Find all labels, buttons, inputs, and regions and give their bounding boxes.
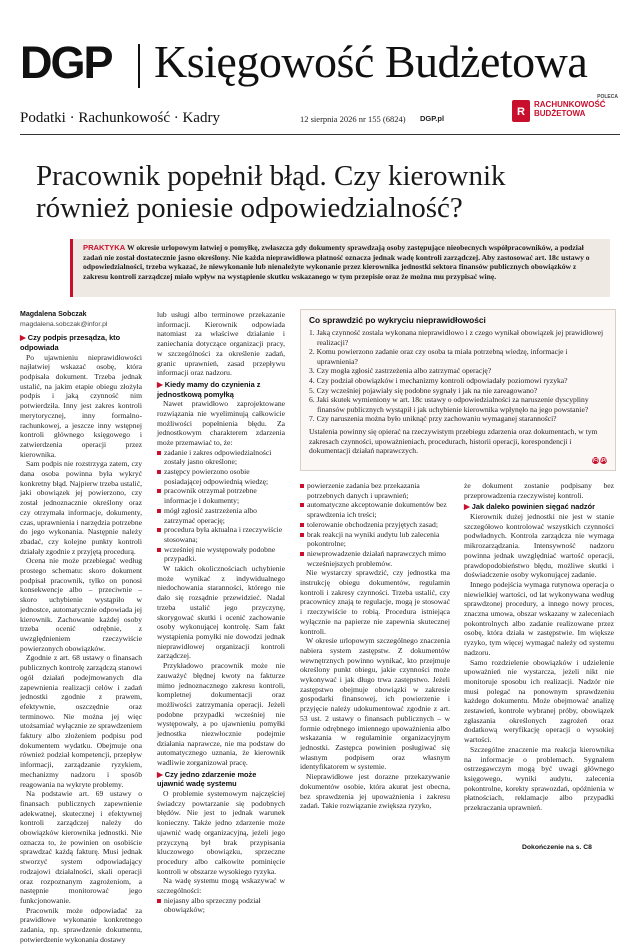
lead-text: W okresie urlopowym łatwiej o pomyłkę, zwłaszcza gdy dokumenty sprawdzają osoby zastępujące nieobecnych współpracowników, a podział zadań nie został dostatecznie jasno określony. Nie każda nieprawidłowa płatność oznacza jednak wadę kontroli zarządczej. Aby zastosować art. 18c ustawy o odpowiedzialności, trzeba wykazać, że niewykonanie lub nienależyte wykonanie przez kierownika jednostki sektora finansów publicznych obowiązków z zakresu kontroli zarządczej miało wpływ na wystąpienie skutku wskazanego w tym przepisie oraz że można mu przypisać winę. bbox=[83, 243, 590, 281]
paragraph: lub usługi albo terminowe przekazanie informacji. Kierownik odpowiada natomiast za właściwe działanie i zaniechania dotyczące organizacji pracy, w szczególności za określenie zadań, granic uprawnień, zasad przepływu informacji oraz nadzoru. bbox=[157, 310, 285, 378]
subheading bbox=[157, 770, 285, 789]
partner-name bbox=[534, 100, 606, 118]
paragraph: Zgodnie z art. 68 ustawy o finansach publicznych kontrolę zarządczą stanowi ogół działań podejmowanych dla zapewnienia realizacji celów i zadań jednostki zgodnie z prawem, efektywnie, oszczędnie oraz terminowo. Nie można jej więc utożsamiać wyłącznie ze sprawdzeniem faktury albo złożeniem podpisu pod dokumentem wydatku. Obejmuje ona również podział kompetencji, przepływ informacji, zarządzanie ryzykiem, mechanizmy nadzoru i sposób reagowania na wykryte problemy. bbox=[20, 653, 142, 789]
article-headline: Pracownik popełnił błąd. Czy kierownik również poniesie odpowiedzialność? bbox=[36, 160, 506, 224]
masthead-rule bbox=[20, 134, 620, 135]
list-item: niejasny albo sprzeczny podział obowiązków; bbox=[157, 896, 285, 915]
paragraph: Samo rozdzielenie obowiązków i udzielenie upoważnień nie wystarcza, jeżeli nikt nie monitoruje sposobu ich realizacji. Nadzór nie musi polegać na ponownym sprawdzeniu każdego dokumentu. Może obejmować analizę zestawień, kontrole wybranej próby, obowiązek zgłaszania określonych zagrożeń oraz dodatkową weryfikację operacji o wysokiej wartości. bbox=[464, 657, 614, 745]
publication-title: Księgowość Budżetowa bbox=[154, 36, 588, 87]
checklist-item: 1. Jaką czynność zostala wykonana nieprawidłowo i z czego wynikał obowiązek jej prawidłowej realizacji? bbox=[309, 328, 604, 347]
list-item: zadanie i zakres odpowiedzialności zostały jasno określone; bbox=[157, 448, 285, 467]
checklist-item: 4. Czy podział obowiązków i mechanizmy kontroli odpowiadały poziomowi ryzyka? bbox=[309, 375, 568, 385]
checklist-item: 6. Jaki skutek wymieniony w art. 18c ustawy o odpowiedzialności za naruszenie dyscypliny finansów publicznych wystąpił i jak uchybienie kierownika wpłynęło na jego powstanie? bbox=[309, 395, 589, 414]
partner-mark-icon bbox=[512, 100, 530, 122]
partner-name-line1: RACHUNKOWOŚĆ bbox=[534, 100, 606, 109]
subheading-text: Czy jedno zdarzenie może ujawnić wadę systemu bbox=[157, 769, 257, 789]
column-4 bbox=[464, 481, 614, 813]
paragraph: Szczególne znaczenie ma reakcja kierownika na informacje o problemach. Sygnałem ostrzegawczym mogą być uwagi głównego księgowego, wyniki audytu, zalecenia pokontrolne, korekty sprawozdań, opóźnienia w płatnościach, reklamacje albo przypadki przekraczania uprawnień. bbox=[464, 744, 614, 813]
list-item: brak reakcji na wyniki audytu lub zalecenia pokontrolne; bbox=[300, 530, 450, 549]
checklist-item: 3. Czy mogła zgłosić zastrzeżenia albo zatrzymać operację? bbox=[309, 366, 492, 376]
lead-kicker: PRAKTYKA bbox=[83, 243, 126, 252]
checklist-item: 2. Komu powierzono zadanie oraz czy osoba ta miała potrzebną wiedzę, informacje i uprawnienia? bbox=[309, 347, 568, 366]
arrow-icon: ▶ bbox=[157, 769, 165, 779]
masthead bbox=[20, 36, 620, 96]
paragraph: Na podstawie art. 69 ustawy o finansach publicznych zapewnienie adekwatnej, skutecznej i efektywnej kontroli zarządczej należy do obowiązków kierownika jednostki. Nie oznacza to, że powinien on osobiście sprawdzać każdą fakturę. Musi jednak stworzyć system odpowiadający rodzajowi działalności, skali operacji oraz rozpoznanym zagrożeniom, a następnie monitorować jego funkcjonowanie. bbox=[20, 789, 142, 905]
list-item: tolerowanie obchodzenia przyjętych zasad; bbox=[300, 520, 450, 530]
checklist-footer: Ustalenia powinny się opierać na rzeczywistym przebiegu zdarzenia oraz dokumentach, w tym zakresach czynności, upoważnieniach, procedurach, historii operacji, korespondencji i dokumentacji działań naprawczych. bbox=[309, 426, 598, 456]
author-email[interactable]: magdalena.sobczak@infor.pl bbox=[20, 320, 108, 328]
copyright-icon: (c) bbox=[592, 457, 599, 463]
paragraph: Nie wystarczy sprawdzić, czy jednostka ma instrukcję obiegu dokumentów, regulamin kontroli i zakresy czynności. Trzeba ustalić, czy pracownicy znają te regulacje, mogą je stosować i rzeczywiście to robią. Procedura istniejąca wyłącznie na papierze nie zapewnia skutecznej kontroli. bbox=[300, 568, 450, 636]
list-item: mógł zgłosić zastrzeżenia albo zatrzymać operację; bbox=[157, 506, 285, 525]
section-list: Podatki · Rachunkowość · Kadry bbox=[20, 110, 220, 126]
masthead-subline bbox=[20, 94, 620, 132]
arrow-icon: ▶ bbox=[157, 379, 165, 389]
checklist-title: Co sprawdzić po wykryciu nieprawidłowości bbox=[309, 315, 486, 325]
paragraph: Na wadę systemu mogą wskazywać w szczególności: bbox=[157, 876, 285, 896]
arrow-icon: ▶ bbox=[464, 502, 472, 512]
author-name: Magdalena Sobczak bbox=[20, 311, 87, 318]
paragraph: Nawet prawidłowo zaprojektowane rozwiązania nie wyeliminują całkowicie możliwości popełnienia błędu. Za jednostkowym charakterem zdarzenia może przemawiać to, że: bbox=[157, 399, 285, 447]
partner-name-line2: BUDŻETOWA bbox=[534, 109, 586, 118]
paragraph: Innego podejścia wymaga rutynowa operacja o niewielkiej wartości, od lat wykonywana według sprawdzonej procedury, a innego nowy proces, znaczna umowa, obszar wskazany w zaleceniach pokontrolnych albo zadanie realizowane przez osobę, która działa w zastępstwie. Im większe ryzyko, tym więcej wymagać należy od systemu nadzoru. bbox=[464, 579, 614, 657]
publisher-icon: (p) bbox=[600, 457, 607, 463]
list-item: pracownik otrzymał potrzebne informacje i dokumenty; bbox=[157, 486, 285, 505]
paragraph: Przykładowo pracownik może nie zauważyć błędnej kwoty na fakturze mimo jednoznacznego zakresu kontroli, kompletnej dokumentacji oraz możliwości zatrzymania operacji. Jeżeli podobne przypadki wcześniej nie występowały, a po ujawnieniu pomyłki jednostka niezwłocznie podejmie działania naprawcze, nie ma podstaw do automatycznego uznania, że kierownik wadliwie zorganizował pracę. bbox=[157, 661, 285, 768]
column-2 bbox=[157, 310, 285, 915]
paragraph: W takich okolicznościach uchybienie może wynikać z indywidualnego niedochowania staranności, którego nie dało się rozsądnie przewidzieć. Nadal trzeba ustalić jego przyczynę, skorygować skutki i ocenić zachowanie osoby wykonującej kontrolę. Sam fakt wystąpienia pomyłki nie dowodzi jednak nieprawidłowej organizacji kontroli zarządczej. bbox=[157, 564, 285, 661]
paragraph: Nieprawidłowe jest dorazne przekazywanie dokumentów osobie, która akurat jest obecna, bez sprawdzenia jej upoważnienia i zakresu zadań. Takie rozwiązanie zwiększa ryzyko, bbox=[300, 772, 450, 811]
checklist-item: 5. Czy wcześniej pojawiały się podobne sygnały i jak na nie zareagowano? bbox=[309, 385, 538, 395]
masthead-divider bbox=[138, 44, 140, 88]
svg-text:R: R bbox=[517, 106, 525, 118]
checklist-list bbox=[309, 328, 607, 424]
paragraph: O problemie systemowym najczęściej świadczy powtarzanie się podobnych błędów. Nie jest to jednak warunek konieczny. Także jedno zdarzenie może ujawnić wadę organizacyjną, jeżeli jego przyczyną był brak przypisania kluczowego obowiązku, sprzeczne procedury albo całkowite pominięcie kontroli w obszarze wysokiego ryzyka. bbox=[157, 789, 285, 876]
subheading bbox=[157, 380, 285, 399]
list-item: zastępcy powierzono osobie posiadającej odpowiednią wiedzę; bbox=[157, 467, 285, 486]
paragraph: Po ujawnieniu nieprawidłowości najłatwiej wskazać osobę, która podpisała dokument. Trzeba jednak ustalić, na jakim etapie obiegu złożyła podpis i jaką czynność nim potwierdziła. Inny jest zakres kontroli merytorycznej, inny formalno-rachunkowej, a jeszcze inny wstępnej kontroli głównego księgowego i zatwierdzenia operacji przez kierownika. bbox=[20, 352, 142, 459]
paragraph: Kierownik dużej jednostki nie jest w stanie szczegółowo kontrolować wszystkich czynności podwładnych. Kontrola zarządcza nie wymaga mikrozarządzania. Intensywność nadzoru powinna jednak uwzględniać wartość operacji, prawdopodobieństwo błędu, możliwe skutki i doświadczenie osoby wykonującej zadanie. bbox=[464, 512, 614, 580]
list-item: wcześniej nie występowały podobne przypadki. bbox=[157, 545, 285, 564]
subheading-text: Jak daleko powinien sięgać nadzór bbox=[471, 502, 595, 512]
bullet-list bbox=[157, 448, 285, 564]
article-lead bbox=[70, 239, 610, 297]
source-icons bbox=[592, 457, 607, 464]
subheading bbox=[464, 502, 614, 512]
paragraph: Pracownik może odpowiadać za prawidłowe wykonanie konkretnego zadania, np. sprawdzenie dokumentu, potwierdzenie wykonania dostawy bbox=[20, 905, 142, 944]
partner-logo[interactable] bbox=[490, 94, 620, 128]
paragraph: Ocena nie może przebiegać według prostego schematu: skoro dokument podpisał pracownik, tylko on ponosi konsekwencje albo – przeciwnie – skoro uchybienie wystąpiło w jednostce, automatycznie odpowiada jej kierownik. Zachowanie każdej osoby trzeba ocenić odrębnie, z uwzględnieniem rzeczywiście powierzonych obowiązków. bbox=[20, 556, 142, 653]
list-item: procedura była aktualna i rzeczywiście stosowana; bbox=[157, 525, 285, 544]
list-item: niewprowadzenie działań naprawczych mimo wcześniejszych problemów. bbox=[300, 549, 450, 568]
brand-logo[interactable]: DGP bbox=[20, 37, 112, 88]
arrow-icon: ▶ bbox=[20, 333, 28, 343]
paragraph: Sam podpis nie rozstrzyga zatem, czy dana osoba powinna była wykryć konkretny błąd. Najpierw trzeba ustalić, jaki obowiązek jej powierzono, czy został jednoznacznie określony oraz czy otrzymała informacje, dokumenty, czas, uprawnienia i narzędzia potrzebne do jego wykonania. Następnie należy zbadać, czy kolejne punkty kontroli działały zgodnie z przyjętą procedurą. bbox=[20, 459, 142, 556]
bullet-list bbox=[157, 896, 285, 915]
partner-recommends: POLECA bbox=[597, 94, 618, 100]
paragraph: że dokument zostanie podpisany bez przeprowadzenia rzeczywistej kontroli. bbox=[464, 481, 614, 500]
issue-info: 12 sierpnia 2026 nr 155 (6824) bbox=[300, 114, 406, 124]
list-item: powierzenie zadania bez przekazania potrzebnych danych i uprawnień; bbox=[300, 481, 450, 500]
subheading-text: Czy podpis przesądza, kto odpowiada bbox=[20, 333, 121, 352]
site-link[interactable]: DGP.pl bbox=[420, 114, 445, 123]
bullet-list bbox=[300, 481, 450, 568]
paragraph: W okresie urlopowym szczególnego znaczenia nabiera system zastępstw. Z dokumentów wewnętrznych powinno wynikać, kto przejmuje określony punkt obiegu, jakie czynności może wykonywać i jak długo trwa zastępstwo. Jeżeli zastępstwo obejmuje obowiązki w zakresie gospodarki finansowej, ich powierzenie i przyjęcie należy udokumentować zgodnie z art. 53 ust. 2 ustawy o finansach publicznych – w formie odrębnego imiennego upoważnienia albo wskazania w regulaminie organizacyjnym jednostki. Zastępca powinien posługiwać się własnym podpisem oraz własnym identyfikatorem w systemie. bbox=[300, 636, 450, 772]
column-1 bbox=[20, 310, 142, 944]
continued-note[interactable]: Dokończenie na s. C8 bbox=[522, 844, 592, 851]
subheading bbox=[20, 333, 142, 352]
checklist-box bbox=[300, 309, 616, 471]
subheading-text: Kiedy mamy do czynienia z jednostkową pomyłką bbox=[157, 379, 261, 399]
column-3 bbox=[300, 481, 450, 811]
list-item: automatyczne akceptowanie dokumentów bez sprawdzenia ich treści; bbox=[300, 500, 450, 519]
checklist-item: 7. Czy naruszenia można było uniknąć przy zachowaniu wymaganej staranności? bbox=[309, 414, 557, 424]
